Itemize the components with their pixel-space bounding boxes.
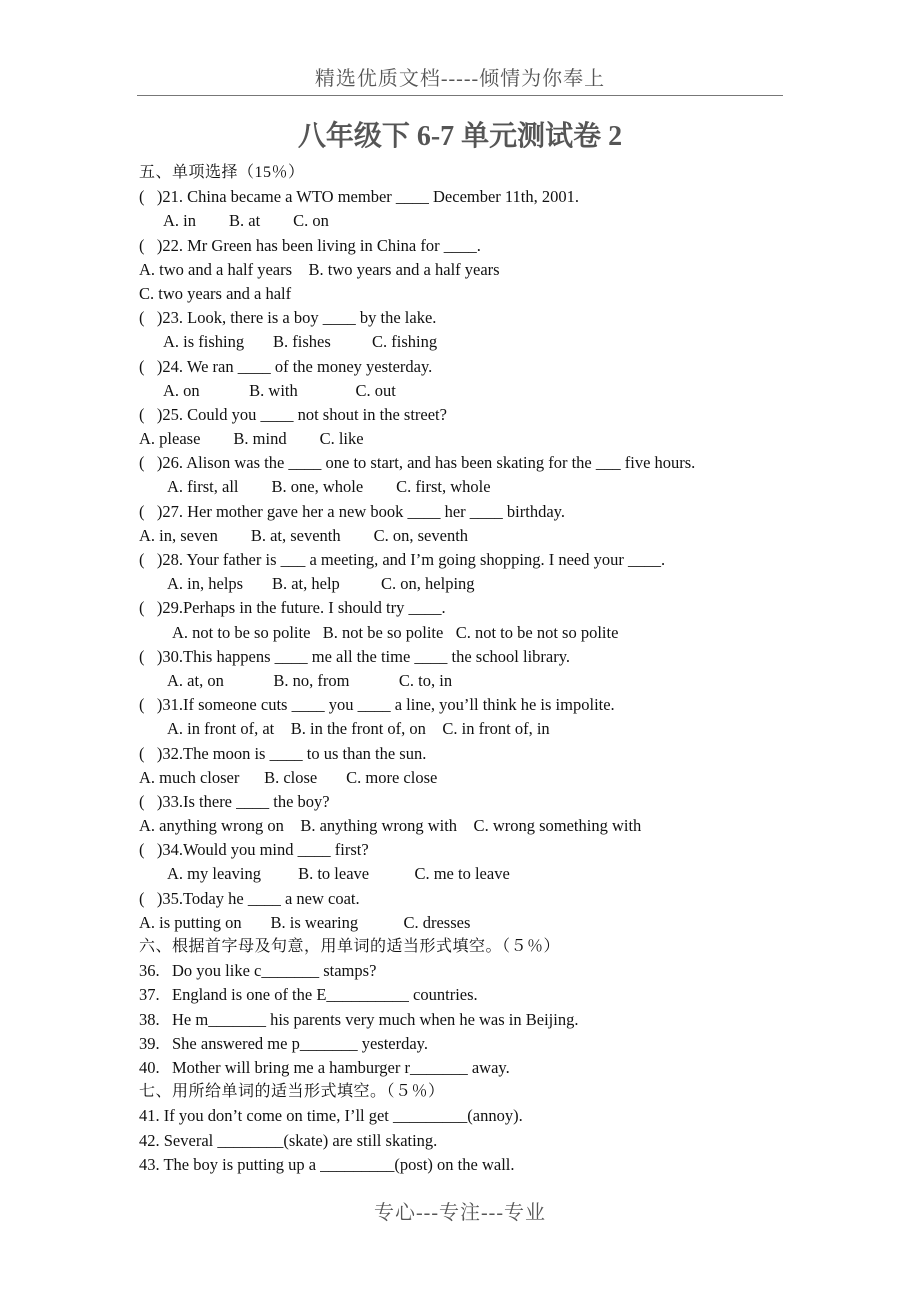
exam-line: ( )24. We ran ____ of the money yesterday.	[139, 356, 433, 376]
exam-line: A. my leaving B. to leave C. me to leave	[167, 864, 510, 884]
exam-line: A. first, all B. one, whole C. first, whole	[167, 477, 491, 497]
exam-line: A. please B. mind C. like	[139, 429, 364, 449]
section-heading: 六、根据首字母及句意，用单词的适当形式填空。（５％）	[139, 938, 561, 955]
exam-line: A. much closer B. close C. more close	[139, 767, 438, 787]
exam-line: A. in front of, at B. in the front of, on C. in front of, in	[167, 719, 550, 739]
exam-line: ( )29.Perhaps in the future. I should try ____.	[139, 598, 446, 618]
exam-line: 37. England is one of the E__________ countries.	[139, 985, 478, 1005]
page-header: 精选优质文档-----倾情为你奉上	[314, 68, 606, 90]
exam-line: C. two years and a half	[139, 283, 292, 303]
exam-line: ( )22. Mr Green has been living in China for ____.	[139, 235, 481, 255]
exam-line: 38. He m_______ his parents very much when he was in Beijing.	[139, 1009, 579, 1029]
exam-line: A. in, seven B. at, seventh C. on, seventh	[139, 525, 469, 545]
exam-line: A. not to be so polite B. not be so polite C. not to be not so polite	[172, 622, 619, 642]
exam-line: ( )31.If someone cuts ____ you ____ a line, you’ll think he is impolite.	[139, 695, 615, 715]
exam-line: 40. Mother will bring me a hamburger r_______ away.	[139, 1057, 510, 1077]
page-title: 八年级下 6-7 单元测试卷 2	[297, 121, 623, 152]
header-divider	[137, 95, 783, 96]
section-heading: 五、单项选择（15％）	[139, 164, 305, 181]
exam-line: ( )32.The moon is ____ to us than the sun.	[139, 743, 427, 763]
exam-line: 41. If you don’t come on time, I’ll get _________(annoy).	[139, 1106, 523, 1126]
exam-line: A. anything wrong on B. anything wrong with C. wrong something with	[139, 816, 642, 836]
exam-line: A. on B. with C. out	[163, 380, 396, 400]
exam-line: A. is fishing B. fishes C. fishing	[163, 332, 438, 352]
exam-line: A. in, helps B. at, help C. on, helping	[167, 574, 475, 594]
exam-line: 43. The boy is putting up a _________(post) on the wall.	[139, 1154, 515, 1174]
section-heading: 七、用所给单词的适当形式填空。（５％）	[139, 1083, 445, 1101]
exam-line: A. is putting on B. is wearing C. dresses	[139, 912, 471, 932]
exam-line: A. in B. at C. on	[163, 211, 329, 231]
exam-line: ( )23. Look, there is a boy ____ by the lake.	[139, 308, 437, 328]
exam-line: ( )21. China became a WTO member ____ December 11th, 2001.	[139, 187, 580, 207]
exam-line: 42. Several ________(skate) are still skating.	[139, 1130, 438, 1150]
exam-line: ( )34.Would you mind ____ first?	[139, 840, 369, 860]
exam-line: A. two and a half years B. two years and a half years	[139, 259, 500, 279]
exam-line: ( )35.Today he ____ a new coat.	[139, 888, 360, 908]
exam-line: 36. Do you like c_______ stamps?	[139, 961, 377, 981]
exam-line: ( )27. Her mother gave her a new book ____ her ____ birthday.	[139, 501, 565, 521]
page-footer: 专心---专注---专业	[374, 1202, 546, 1224]
exam-line: ( )33.Is there ____ the boy?	[139, 791, 330, 811]
exam-line: ( )28. Your father is ___ a meeting, and I’m going shopping. I need your ____.	[139, 550, 666, 569]
exam-line: ( )30.This happens ____ me all the time ____ the school library.	[139, 646, 571, 666]
exam-line: ( )26. Alison was the ____ one to start, and has been skating for the ___ five hours.	[139, 453, 696, 473]
exam-content	[139, 161, 799, 1177]
exam-line: 39. She answered me p_______ yesterday.	[139, 1033, 428, 1053]
exam-line: ( )25. Could you ____ not shout in the street?	[139, 404, 447, 424]
exam-line: A. at, on B. no, from C. to, in	[167, 670, 453, 690]
